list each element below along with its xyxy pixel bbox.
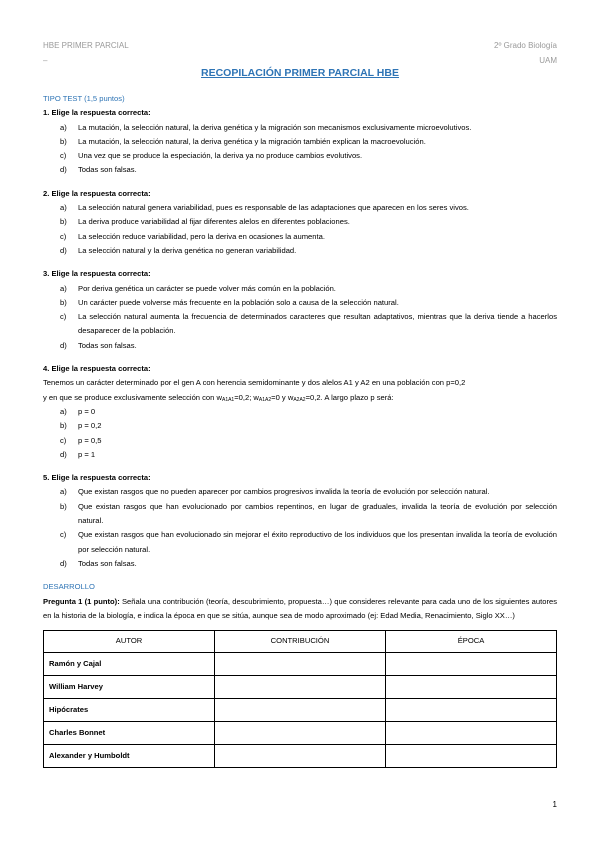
option-letter: c) (60, 435, 67, 445)
contribution-cell[interactable] (215, 745, 386, 768)
answer-option[interactable] (43, 310, 557, 339)
option-letter: b) (60, 297, 67, 307)
section-development-heading: DESARROLLO (43, 582, 95, 592)
table-row (44, 653, 557, 676)
answer-option[interactable] (43, 135, 557, 149)
question-title: 3. Elige la respuesta correcta: (43, 269, 151, 279)
authors-table (43, 630, 557, 768)
contribution-cell[interactable] (215, 699, 386, 722)
epoch-cell[interactable] (386, 722, 557, 745)
epoch-cell[interactable] (386, 699, 557, 722)
stem-mid2: =0 y w (271, 392, 294, 402)
epoch-cell[interactable] (386, 745, 557, 768)
answer-option[interactable] (43, 557, 557, 571)
option-letter: a) (60, 283, 67, 293)
option-letter: c) (60, 312, 67, 322)
option-text: Un carácter puede volverse más frecuente en la población solo a causa de la selección natural. (78, 297, 399, 307)
option-letter: a) (60, 487, 67, 497)
stem-mid1: =0,2; w (234, 392, 259, 402)
contribution-cell[interactable] (215, 722, 386, 745)
epoch-cell[interactable] (386, 653, 557, 676)
answer-option[interactable] (43, 485, 557, 499)
fitness-sub-a1a1: A1A1 (221, 396, 235, 403)
option-text: La selección natural aumenta la frecuencia de determinados caracteres que resultan adaptativos, mientras que la deriva tiende a hacerlos desaparecer de la población. (78, 312, 557, 336)
option-letter: b) (60, 501, 67, 511)
answer-option[interactable] (43, 121, 557, 135)
option-letter: c) (60, 151, 67, 161)
option-text: Que existan rasgos que han evolucionado sin mejorar el éxito reproductivo de los individuos que los presentan invalida la teoría de evolución por selección natural. (78, 530, 557, 554)
answer-option[interactable] (43, 419, 557, 433)
option-text: La selección natural y la deriva genética no generan variabilidad. (78, 245, 297, 255)
stem-pre: y en que se produce exclusivamente selección con w (43, 392, 222, 402)
option-letter: d) (60, 165, 67, 175)
table-row (44, 722, 557, 745)
answer-option[interactable] (43, 149, 557, 163)
option-text: La mutación, la selección natural, la deriva genética y la migración también explican la macroevolución. (78, 136, 426, 146)
header-university: UAM (539, 56, 557, 65)
question-1 (43, 106, 557, 177)
epoch-cell[interactable] (386, 676, 557, 699)
table-body (44, 653, 557, 768)
option-letter: d) (60, 245, 67, 255)
option-text: Por deriva genética un carácter se puede volver más común en la población. (78, 283, 336, 293)
option-text: La selección reduce variabilidad, pero la deriva en ocasiones la aumenta. (78, 231, 325, 241)
option-letter: c) (60, 530, 67, 540)
option-letter: b) (60, 421, 67, 431)
table-row (44, 676, 557, 699)
option-list (43, 485, 557, 571)
option-text: Todas son falsas. (78, 558, 137, 568)
answer-option[interactable] (43, 296, 557, 310)
option-text: Todas son falsas. (78, 340, 137, 350)
option-text: Una vez que se produce la especiación, la deriva ya no produce cambios evolutivos. (78, 151, 363, 161)
option-text: p = 1 (78, 449, 96, 459)
table-header-row (44, 631, 557, 653)
option-text: p = 0,2 (78, 421, 102, 431)
option-text: La deriva produce variabilidad al fijar diferentes alelos en diferentes poblaciones. (78, 217, 350, 227)
option-letter: d) (60, 449, 67, 459)
author-cell: Hipócrates (44, 699, 215, 722)
option-letter: d) (60, 340, 67, 350)
option-letter: b) (60, 136, 67, 146)
option-letter: b) (60, 217, 67, 227)
question-4 (43, 362, 557, 462)
question-list (43, 106, 557, 353)
author-cell: Charles Bonnet (44, 722, 215, 745)
fitness-sub-a1a2: A1A2 (258, 396, 272, 403)
option-letter: a) (60, 122, 67, 132)
fitness-sub-a2a2: A2A2 (293, 396, 306, 403)
stem-line1: Tenemos un carácter determinado por el gen A con herencia semidominante y dos alelos A1 y A2 en una población con p=0,2 (43, 378, 466, 388)
author-cell: Alexander y Humboldt (44, 745, 215, 768)
header-right (494, 38, 557, 68)
column-header-epoca: ÉPOCA (386, 631, 557, 653)
table-row (44, 699, 557, 722)
section-test-heading: TIPO TEST (1,5 puntos) (43, 94, 125, 103)
column-header-autor: AUTOR (44, 631, 215, 653)
header-dash: – (43, 56, 48, 65)
option-text: La mutación, la selección natural, la deriva genética y la migración son mecanismos exclusivamente microevolutivos. (78, 122, 472, 132)
option-text: Que existan rasgos que han evolucionado por cambios repentinos, en lugar de graduales, invalida la teoría de evolución por selección natural. (78, 501, 557, 526)
page-number: 1 (552, 800, 557, 809)
question-title: 5. Elige la respuesta correcta: (43, 473, 151, 483)
question-3 (43, 267, 557, 353)
option-letter: d) (60, 558, 67, 568)
answer-option[interactable] (43, 434, 557, 448)
pregunta-1-label: Pregunta 1 (1 punto): (43, 596, 120, 606)
header-course: HBE PRIMER PARCIAL (43, 41, 129, 50)
answer-option[interactable] (43, 339, 557, 353)
answer-option[interactable] (43, 215, 557, 229)
page-title: RECOPILACIÓN PRIMER PARCIAL HBE (201, 67, 399, 79)
answer-option[interactable] (43, 244, 557, 258)
question-title: 4. Elige la respuesta correcta: (43, 364, 151, 374)
document-body (43, 92, 557, 768)
answer-option[interactable] (43, 201, 557, 215)
option-text: p = 0,5 (78, 435, 102, 445)
pregunta-1 (43, 595, 557, 624)
option-letter: a) (60, 203, 67, 213)
question-title: 2. Elige la respuesta correcta: (43, 188, 151, 198)
option-text: Que existan rasgos que no pueden aparecer por cambios progresivos invalida la teoría de evolución por selección natural. (78, 487, 490, 497)
answer-option[interactable] (43, 230, 557, 244)
question-stem (43, 376, 557, 405)
question-title: 1. Elige la respuesta correcta: (43, 108, 151, 118)
answer-option[interactable] (43, 405, 557, 419)
contribution-cell[interactable] (215, 676, 386, 699)
stem-end: =0,2. A largo plazo p será: (305, 392, 394, 402)
option-text: La selección natural genera variabilidad, pues es responsable de las adaptaciones que aparecen en los seres vivos. (78, 203, 469, 213)
question-5 (43, 471, 557, 571)
option-letter: c) (60, 231, 67, 241)
table-row (44, 745, 557, 768)
header-degree: 2º Grado Biología (494, 41, 557, 50)
option-text: Todas son falsas. (78, 165, 137, 175)
answer-option[interactable] (43, 500, 557, 529)
answer-option[interactable] (43, 448, 557, 462)
option-letter: a) (60, 406, 67, 416)
answer-option[interactable] (43, 528, 557, 557)
answer-option[interactable] (43, 163, 557, 177)
header-left (43, 38, 129, 68)
author-cell: William Harvey (44, 676, 215, 699)
contribution-cell[interactable] (215, 653, 386, 676)
author-cell: Ramón y Cajal (44, 653, 215, 676)
option-list (43, 405, 557, 462)
column-header-contribucion: CONTRIBUCIÓN (215, 631, 386, 653)
answer-option[interactable] (43, 282, 557, 296)
pregunta-1-text: Señala una contribución (teoría, descubrimiento, propuesta…) que consideres relevante para cada uno de los siguientes autores en la historia de la biología, e indica la época en que se sitúa, aunque sea de modo aproximado (ej: Edad Media, Renacimiento, Siglo XX…) (43, 596, 557, 620)
question-2 (43, 187, 557, 258)
option-text: p = 0 (78, 406, 96, 416)
